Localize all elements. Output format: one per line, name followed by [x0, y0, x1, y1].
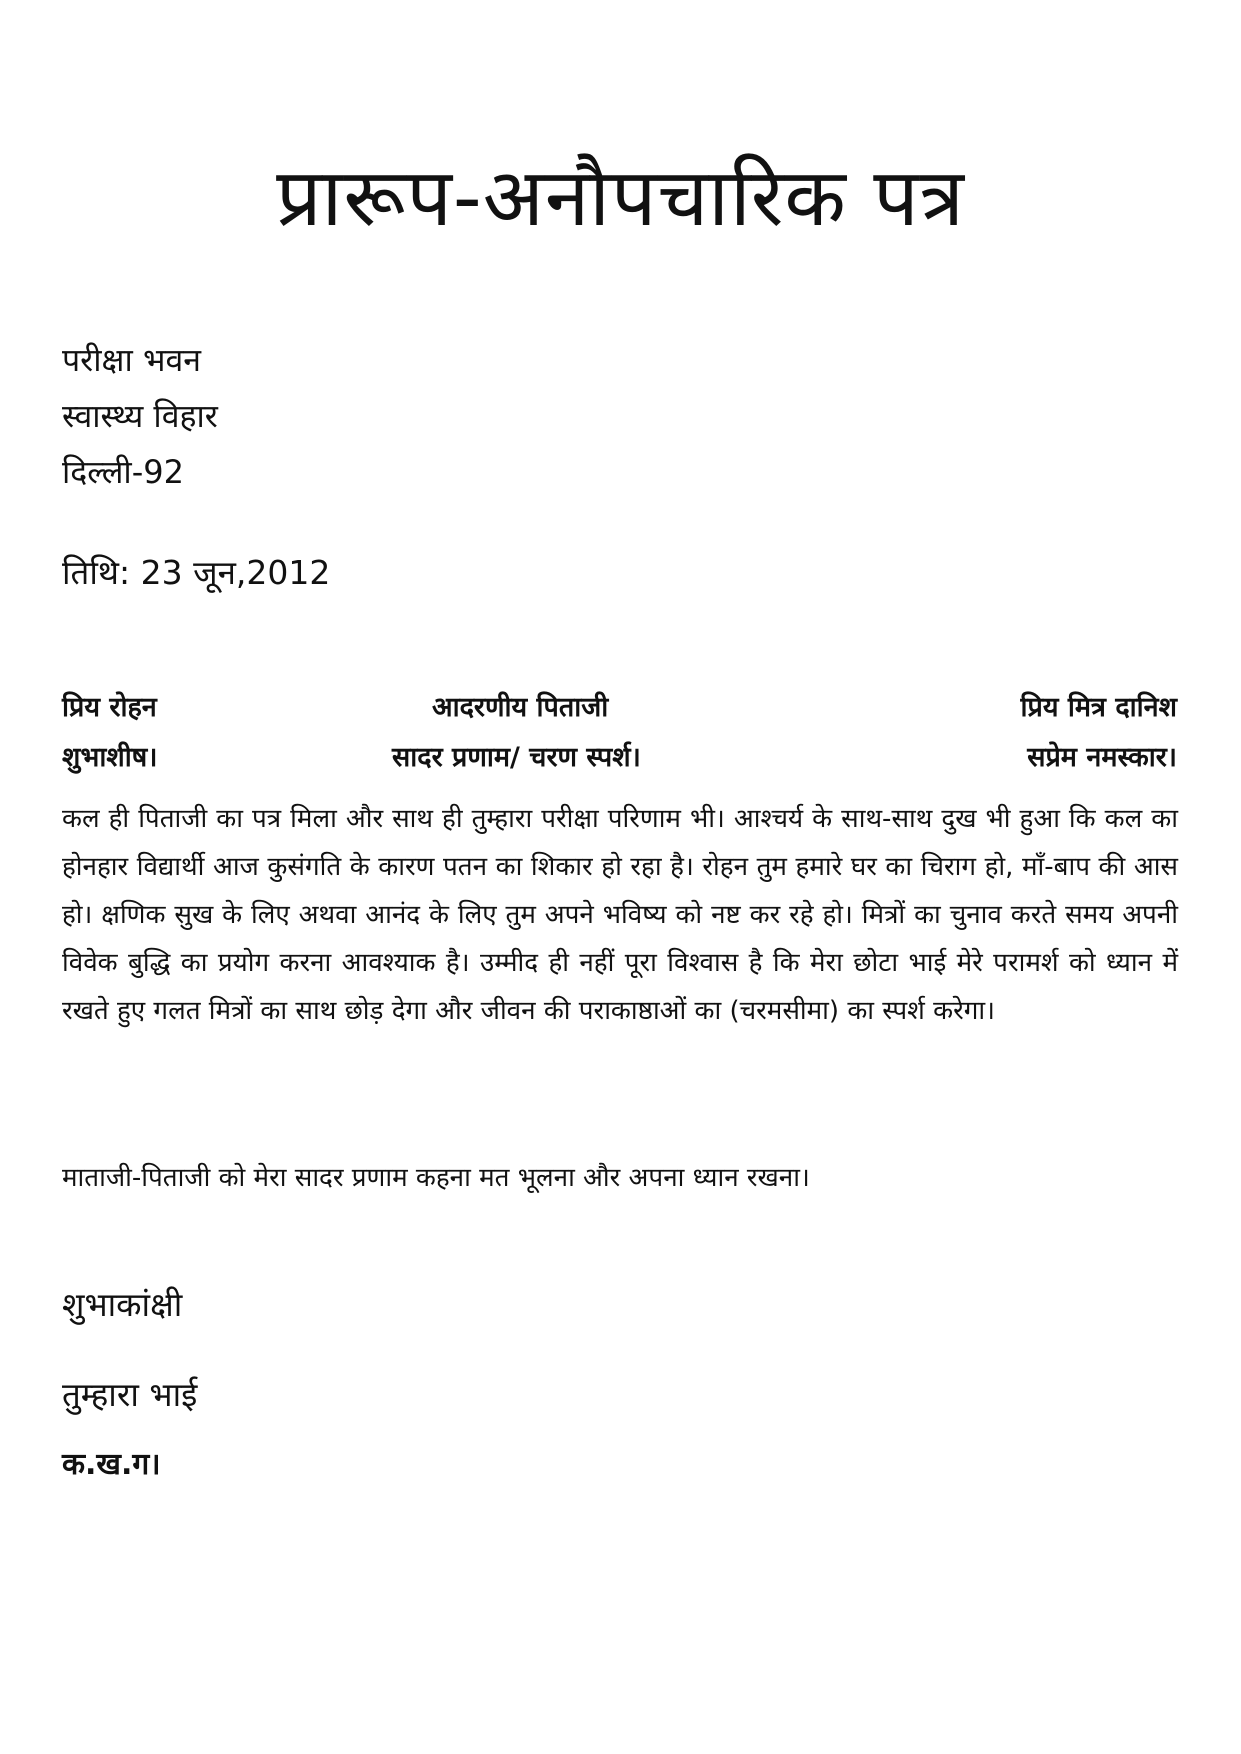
body-paragraph: कल ही पिताजी का पत्र मिला और साथ ही तुम्हारा परीक्षा परिणाम भी। आश्चर्य के साथ-साथ दुख भी हुआ कि कल का होनहार विद्यार्थी आज कुसंगति के कारण पतन का शिकार हो रहा है। रोहन तुम हमारे घर का चिराग हो, माँ-बाप की आस हो। क्षणिक सुख के लिए अथवा आनंद के लिए तुम अपने भविष्य को नष्ट कर रहे हो। मित्रों का चुनाव करते समय अपनी विवेक बुद्धि का प्रयोग करना आवश्याक है। उम्मीद ही नहीं पूरा विश्वास है कि मेरा छोटा भाई मेरे परामर्श को ध्यान में रखते हुए गलत मित्रों का साथ छोड़ देगा और जीवन की पराकाष्ठाओं का (चरमसीमा) का स्पर्श करेगा। [62, 804, 1178, 1026]
address-line-1: परीक्षा भवन [62, 341, 202, 379]
greeting-father: सादर प्रणाम/ चरण स्पर्श। [392, 742, 641, 773]
salutation-address-row [62, 683, 1177, 733]
salutation-address-friend: प्रिय मित्र दानिश [1020, 692, 1177, 723]
closing-note: माताजी-पिताजी को मेरा सादर प्रणाम कहना मत भूलना और अपना ध्यान रखना। [62, 1163, 810, 1193]
signoff: शुभाकांक्षी [62, 1285, 183, 1324]
greeting-friend: सप्रेम नमस्कार। [1027, 742, 1177, 773]
salutation-address-son: प्रिय रोहन [62, 692, 157, 723]
letter-body [62, 795, 1178, 1035]
address-line-3: दिल्ली-92 [62, 453, 184, 491]
salutation-options [62, 683, 1177, 783]
salutation-greeting-row [62, 733, 1177, 783]
salutation-address-father: आदरणीय पिताजी [432, 692, 609, 723]
greeting-son: शुभाशीष। [62, 742, 158, 773]
sender-name: क.ख.ग। [62, 1447, 161, 1482]
address-line-2: स्वास्थ्य विहार [62, 397, 218, 435]
sender-relation: तुम्हारा भाई [62, 1375, 198, 1414]
page-title: प्रारूप-अनौपचारिक पत्र [276, 151, 965, 244]
letter-date: तिथि: 23 जून,2012 [62, 553, 331, 592]
sender-address [62, 332, 218, 500]
